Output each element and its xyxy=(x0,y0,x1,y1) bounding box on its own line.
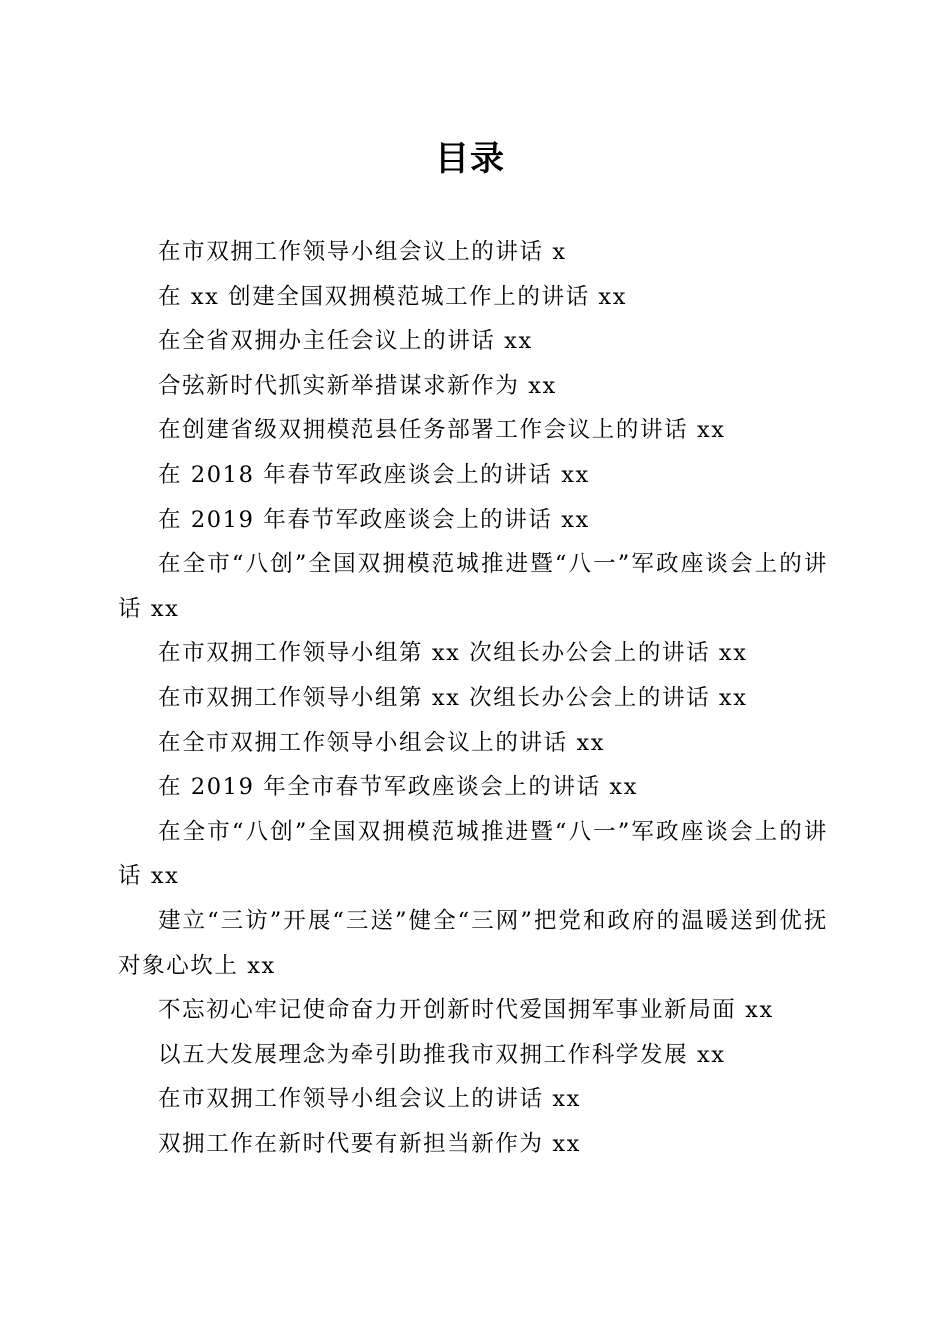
toc-entry: 在全市双拥工作领导小组会议上的讲话 xx xyxy=(158,729,606,756)
toc-title: 目录 xyxy=(435,139,505,179)
toc-entry: 在 2019 年春节军政座谈会上的讲话 xx xyxy=(158,506,590,533)
toc-entry: 在全省双拥办主任会议上的讲话 xx xyxy=(158,328,533,355)
toc-entry: 在创建省级双拥模范县任务部署工作会议上的讲话 xx xyxy=(158,417,726,444)
toc-entry: 不忘初心牢记使命奋力开创新时代爱国拥军事业新局面 xx xyxy=(158,997,774,1024)
toc-entry: 在全市“八创”全国双拥模范城推进暨“八一”军政座谈会上的讲话 xx xyxy=(118,551,828,622)
toc-entry: 合弦新时代抓实新举措谋求新作为 xx xyxy=(158,372,557,399)
toc-entry: 在市双拥工作领导小组会议上的讲话 xx xyxy=(158,1086,581,1113)
toc-list xyxy=(118,230,828,1166)
toc-entry: 在市双拥工作领导小组第 xx 次组长办公会上的讲话 xx xyxy=(158,684,748,711)
toc-entry: 在市双拥工作领导小组会议上的讲话 x xyxy=(158,239,567,265)
toc-entry: 在市双拥工作领导小组第 xx 次组长办公会上的讲话 xx xyxy=(158,640,748,667)
toc-entry: 在 2019 年全市春节军政座谈会上的讲话 xx xyxy=(158,774,638,801)
toc-entry: 在全市“八创”全国双拥模范城推进暨“八一”军政座谈会上的讲话 xx xyxy=(118,818,828,890)
toc-entry: 以五大发展理念为牵引助推我市双拥工作科学发展 xx xyxy=(158,1041,726,1068)
toc-entry: 双拥工作在新时代要有新担当新作为 xx xyxy=(158,1130,581,1157)
toc-entry: 在 2018 年春节军政座谈会上的讲话 xx xyxy=(158,461,590,488)
toc-entry: 在 xx 创建全国双拥模范城工作上的讲话 xx xyxy=(158,283,628,310)
toc-entry: 建立“三访”开展“三送”健全“三网”把党和政府的温暖送到优抚对象心坎上 xx xyxy=(118,907,828,979)
